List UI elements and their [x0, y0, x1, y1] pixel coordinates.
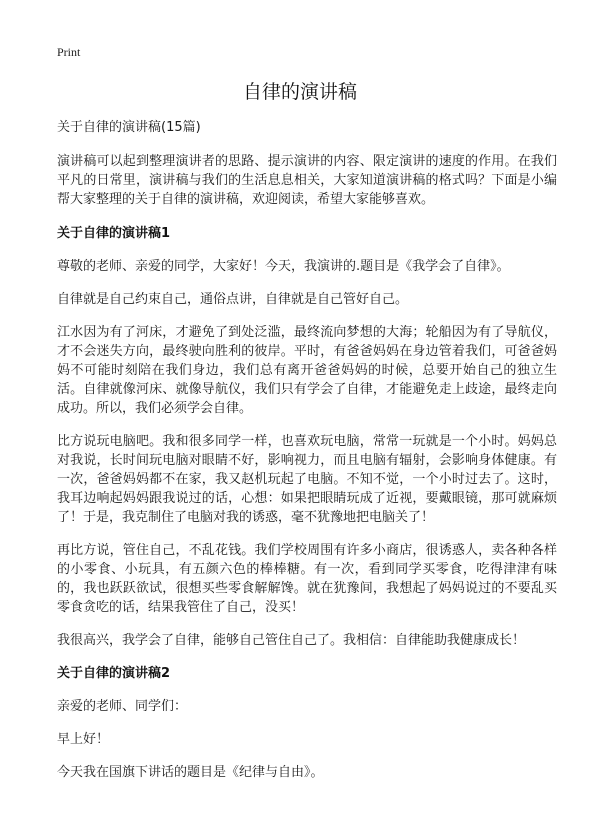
paragraph: 我很高兴，我学会了自律，能够自己管住自己了。我相信：自律能助我健康成长！	[57, 633, 526, 648]
paragraph: 亲爱的老师、同学们：	[57, 699, 188, 714]
document-body	[57, 118, 557, 782]
section-heading-2: 关于自律的演讲稿2	[57, 666, 171, 681]
paragraph: 再比方说，管住自己，不乱花钱。我们学校周围有许多小商店，很诱惑人，卖各种各样的小零食、小玩具，有五颜六色的棒棒糖。有一次，看到同学买零食，吃得津津有味的，我也跃跃欲试，很想买些零食解解馋。就在犹豫间，我想起了妈妈说过的不要乱买零食贪吃的话，结果我管住了自己，没买！	[57, 543, 557, 615]
intro-summary: 演讲稿可以起到整理演讲者的思路、提示演讲的内容、限定演讲的速度的作用。在我们平凡的日常里，演讲稿与我们的生活息息相关，大家知道演讲稿的格式吗？下面是小编帮大家整理的关于自律的演讲稿，欢迎阅读，希望大家能够喜欢。	[57, 154, 557, 207]
section-heading-1: 关于自律的演讲稿1	[57, 226, 171, 241]
print-link[interactable]: Print	[57, 45, 81, 59]
paragraph: 江水因为有了河床，才避免了到处泛滥，最终流向梦想的大海；轮船因为有了导航仪，才不会迷失方向，最终驶向胜利的彼岸。平时，有爸爸妈妈在身边管着我们，可爸爸妈妈不可能时刻陪在我们身边，我们总有离开爸爸妈妈的时候，总要开始自己的独立生活。自律就像河床、就像导航仪，我们只有学会了自律，才能避免走上歧途，最终走向成功。所以，我们必须学会自律。	[57, 325, 557, 416]
intro-subtitle: 关于自律的演讲稿(15篇)	[57, 120, 201, 135]
paragraph: 比方说玩电脑吧。我和很多同学一样，也喜欢玩电脑，常常一玩就是一个小时。妈妈总对我说，长时间玩电脑对眼睛不好，影响视力，而且电脑有辐射，会影响身体健康。有一次，爸爸妈妈都不在家，我又赵机玩起了电脑。不知不觉，一个小时过去了。这时，我耳边响起妈妈跟我说过的话，心想：如果把眼睛玩成了近视，要戴眼镜，那可就麻烦了！于是，我克制住了电脑对我的诱惑，毫不犹豫地把电脑关了！	[57, 434, 557, 525]
paragraph: 今天我在国旗下讲话的题目是《纪律与自由》。	[57, 765, 324, 780]
paragraph: 自律就是自己约束自己，通俗点讲，自律就是自己管好自己。	[57, 292, 409, 307]
paragraph: 尊敬的老师、亲爱的同学，大家好！今天，我演讲的.题目是《我学会了自律》。	[57, 259, 510, 274]
page-title: 自律的演讲稿	[242, 81, 357, 103]
paragraph: 早上好！	[57, 732, 110, 747]
